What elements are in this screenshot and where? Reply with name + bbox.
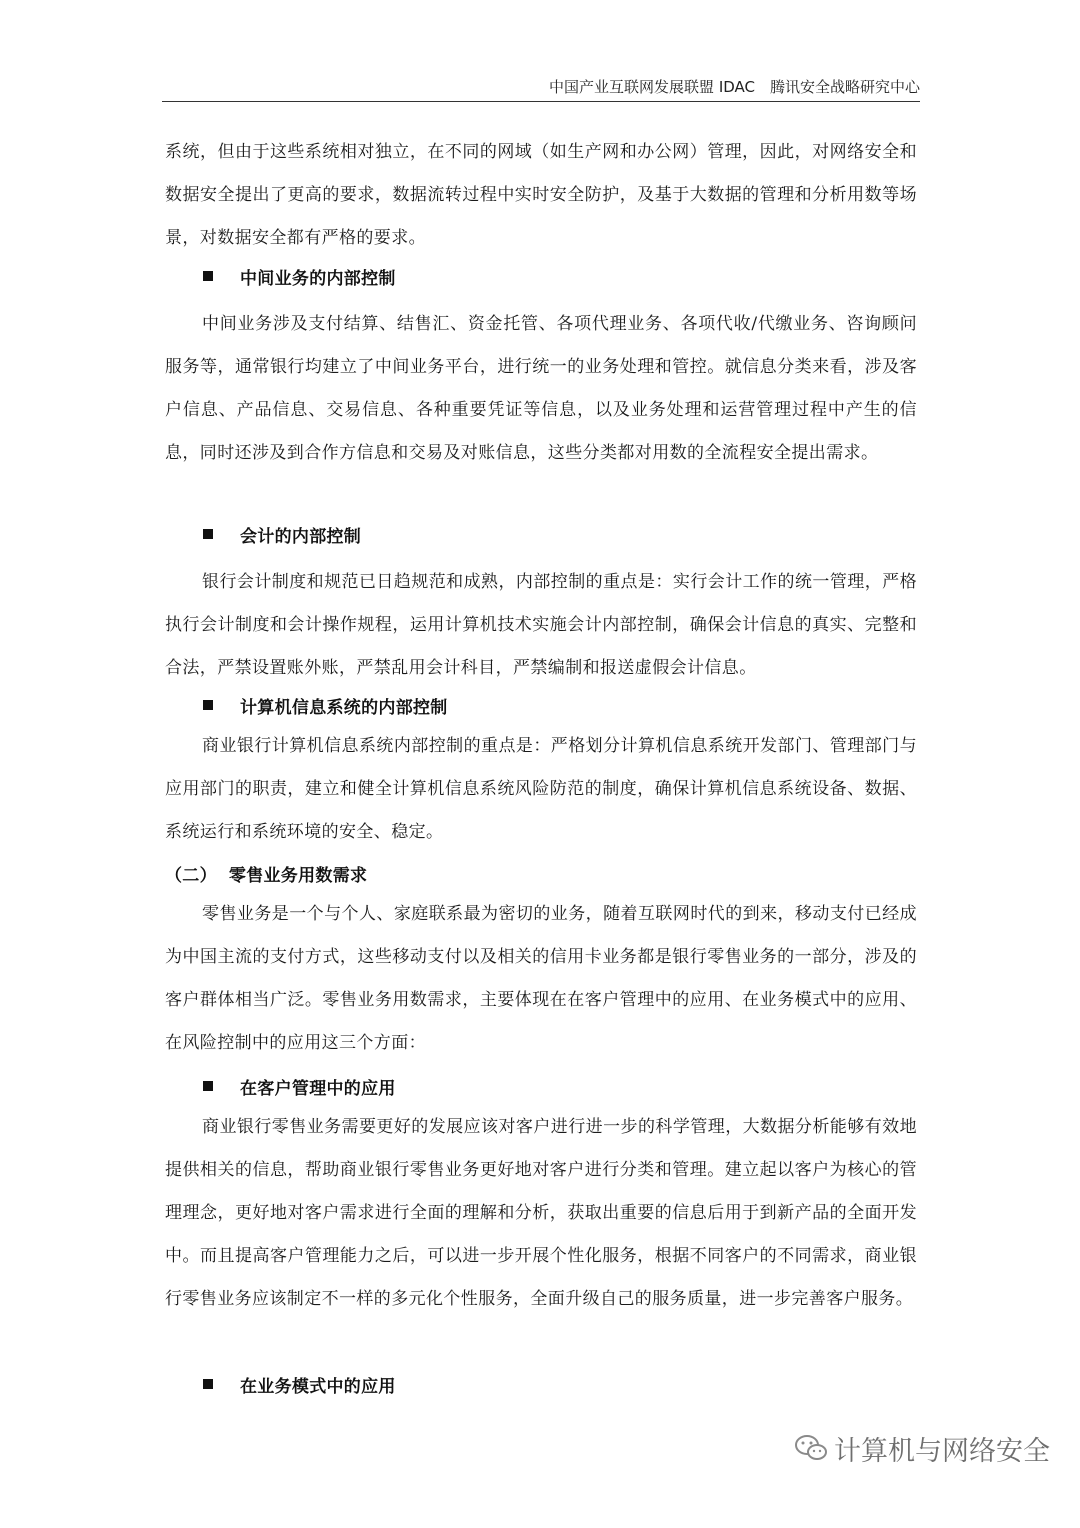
heading-middle-business	[203, 261, 396, 291]
square-bullet-icon	[203, 271, 213, 281]
watermark	[794, 1428, 1050, 1468]
heading-text: 计算机信息系统的内部控制	[240, 697, 448, 718]
header-divider	[162, 101, 920, 102]
square-bullet-icon	[203, 1081, 213, 1091]
paragraph-customer-management: 商业银行零售业务需要更好的发展应该对客户进行进一步的科学管理，大数据分析能够有效地提供相关的信息，帮助商业银行零售业务更好地对客户进行分类和管理。建立起以客户为核心的管理理念，更好地对客户需求进行全面的理解和分析，获取出重要的信息后用于到新产品的全面开发中。而且提高客户管理能力之后，可以进一步开展个性化服务，根据不同客户的不同需求，商业银行零售业务应该制定不一样的多元化个性服务，全面升级自己的服务质量，进一步完善客户服务。	[165, 1117, 917, 1309]
square-bullet-icon	[203, 1379, 213, 1389]
section-number: （二）	[165, 865, 217, 886]
paragraph-accounting: 银行会计制度和规范已日趋规范和成熟，内部控制的重点是：实行会计工作的统一管理，严格执行会计制度和会计操作规程，运用计算机技术实施会计内部控制，确保会计信息的真实、完整和合法，严禁设置账外账，严禁乱用会计科目，严禁编制和报送虚假会计信息。	[165, 572, 917, 678]
heading-customer-management	[203, 1071, 396, 1101]
watermark-text: 计算机与网络安全	[834, 1435, 1050, 1467]
paragraph-retail: 零售业务是一个与个人、家庭联系最为密切的业务，随着互联网时代的到来，移动支付已经成为中国主流的支付方式，这些移动支付以及相关的信用卡业务都是银行零售业务的一部分，涉及的客户群体相当广泛。零售业务用数需求，主要体现在在客户管理中的应用、在业务模式中的应用、在风险控制中的应用这三个方面：	[165, 904, 917, 1053]
heading-accounting	[203, 519, 361, 549]
heading-computer-systems	[203, 690, 448, 720]
paragraph-middle-business: 中间业务涉及支付结算、结售汇、资金托管、各项代理业务、各项代收/代缴业务、咨询顾问服务等，通常银行均建立了中间业务平台，进行统一的业务处理和管控。就信息分类来看，涉及客户信息、产品信息、交易信息、各种重要凭证等信息，以及业务处理和运营管理过程中产生的信息，同时还涉及到合作方信息和交易及对账信息，这些分类都对用数的全流程安全提出需求。	[165, 314, 917, 463]
intro-paragraph: 系统，但由于这些系统相对独立，在不同的网域（如生产网和办公网）管理，因此，对网络安全和数据安全提出了更高的要求，数据流转过程中实时安全防护，及基于大数据的管理和分析用数等场景，对数据安全都有严格的要求。	[165, 142, 917, 248]
section-title: 零售业务用数需求	[228, 865, 368, 886]
square-bullet-icon	[203, 529, 213, 539]
heading-text: 在业务模式中的应用	[240, 1376, 396, 1397]
heading-text: 中间业务的内部控制	[240, 268, 396, 289]
square-bullet-icon	[203, 700, 213, 710]
heading-text: 在客户管理中的应用	[240, 1078, 396, 1099]
paragraph-computer-systems: 商业银行计算机信息系统内部控制的重点是：严格划分计算机信息系统开发部门、管理部门与应用部门的职责，建立和健全计算机信息系统风险防范的制度，确保计算机信息系统设备、数据、系统运行和系统环境的安全、稳定。	[165, 736, 917, 842]
page-header: 中国产业互联网发展联盟 IDAC 腾讯安全战略研究中心	[549, 78, 920, 96]
wechat-icon	[794, 1434, 828, 1462]
section-heading-retail	[165, 858, 367, 888]
heading-business-model	[203, 1369, 396, 1399]
heading-text: 会计的内部控制	[240, 526, 362, 547]
